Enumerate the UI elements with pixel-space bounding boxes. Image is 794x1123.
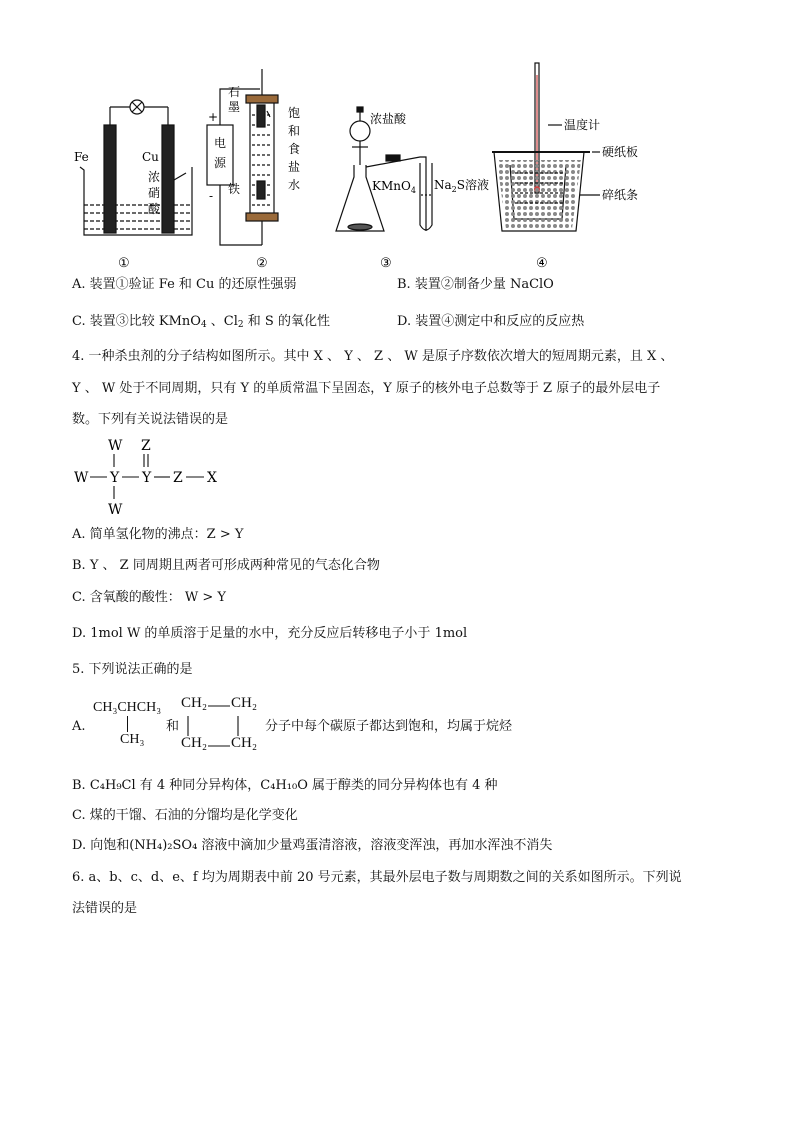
atom-w-left: W [74, 470, 89, 486]
q4-stem-line1: 4. 一种杀虫剂的分子结构如图所示。其中 X 、 Y 、 Z 、 W 是原子序数依次增大的短周期元素，且 X 、 [72, 349, 674, 364]
q3-option-b: B. 装置②制备少量 NaClO [397, 277, 554, 292]
q4-structure-diagram [70, 434, 230, 520]
q4-stem-line2: Y 、 W 处于不同周期，只有 Y 的单质常温下呈固态，Y 原子的核外电子总数等于 Z 原子的最外层电子 [72, 381, 661, 396]
atom-w-bottom: W [108, 502, 123, 518]
brine-label-5: 水 [288, 178, 301, 192]
cu-label: Cu [142, 150, 159, 164]
kmno4-label: KMnO$_4$ [372, 179, 416, 195]
q4-option-a: A. 简单氢化物的沸点：Z > Y [72, 527, 244, 542]
q3-c-part3: 和 S 的氧化性 [243, 314, 330, 329]
iron-label: 铁 [228, 182, 241, 196]
acid-label-3: 酸 [148, 202, 161, 216]
brine-label-4: 盐 [288, 160, 301, 174]
q6-stem-line2: 法错误的是 [72, 901, 138, 916]
atom-w-top: W [108, 438, 123, 454]
isobutane-bond [127, 716, 128, 732]
brine-label-1: 饱 [288, 106, 301, 120]
q3-c-part2: 、Cl [206, 314, 238, 329]
atom-y1: Y [110, 470, 120, 486]
q5-option-a-text: 分子中每个碳原子都达到饱和，均属于烷烃 [265, 719, 513, 734]
isobutane-top: CH₃CHCH₃ [93, 700, 162, 715]
q3-c-sub4: 4 [200, 320, 207, 330]
power-label-2: 源 [214, 156, 227, 170]
acid-label-2: 硝 [148, 186, 161, 200]
device-4-number: ④ [536, 256, 548, 271]
fe-label: Fe [74, 150, 89, 164]
q4-stem-line3: 数。下列有关说法错误的是 [72, 412, 229, 427]
na2s-label: $Na_2S$溶液 [434, 178, 489, 194]
ring-tl: CH₂ [181, 695, 208, 711]
atom-x: X [207, 470, 217, 486]
paper-label: 碎纸条 [602, 188, 639, 202]
q3-option-c [72, 313, 330, 334]
device-2-number: ② [256, 256, 268, 271]
and-word: 和 [166, 719, 180, 734]
board-label: 硬纸板 [602, 145, 639, 159]
q4-option-c: C. 含氧酸的酸性： W > Y [72, 590, 226, 605]
power-label-1: 电 [214, 136, 227, 150]
graphite-label-2: 墨 [228, 100, 241, 114]
isobutane-bottom: CH₃ [120, 732, 145, 747]
device-4 [492, 63, 600, 231]
brine-label-2: 和 [288, 124, 301, 138]
q4-option-b: B. Y 、 Z 同周期且两者可形成两种常见的气态化合物 [72, 558, 380, 573]
graphite-label-1: 石 [228, 85, 241, 99]
ring-bl: CH₂ [181, 735, 208, 751]
q3-c-sub2: 2 [237, 320, 244, 330]
q4-option-d: D. 1mol W 的单质溶于足量的水中，充分反应后转移电子小于 1mol [72, 626, 468, 641]
q3-option-a: A. 装置①验证 Fe 和 Cu 的还原性强弱 [72, 277, 297, 292]
hcl-label: 浓盐酸 [370, 112, 407, 126]
q6-stem-line1: 6. a、b、c、d、e、f 均为周期表中前 20 号元素，其最外层电子数与周期数之间的关系如图所示。下列说 [72, 870, 682, 885]
ring-bonds [180, 700, 270, 755]
minus-sign: - [209, 189, 214, 203]
atom-z: Z [173, 470, 183, 486]
atom-y2: Y [142, 470, 152, 486]
ring-br: CH₂ [231, 735, 258, 751]
q3-c-part1: C. 装置③比较 KMnO [72, 314, 201, 329]
ring-tr: CH₂ [231, 695, 258, 711]
plus-sign: + [208, 110, 219, 124]
device-1-number: ① [118, 256, 130, 271]
q5-option-b: B. C₄H₉Cl 有 4 种同分异构体，C₄H₁₀O 属于醇类的同分异构体也有 4 种 [72, 778, 498, 793]
q5-option-c: C. 煤的干馏、石油的分馏均是化学变化 [72, 808, 298, 823]
apparatus-figure [60, 55, 740, 275]
q3-option-d: D. 装置④测定中和反应的反应热 [397, 314, 585, 329]
q5-option-a-label: A. [72, 719, 86, 734]
acid-label-1: 浓 [148, 170, 161, 184]
thermo-label: 温度计 [564, 118, 601, 132]
q5-option-d: D. 向饱和(NH₄)₂SO₄ 溶液中滴加少量鸡蛋清溶液，溶液变浑浊，再加水浑浊不消失 [72, 838, 553, 853]
brine-label-3: 食 [288, 142, 301, 156]
atom-z-top: Z [141, 438, 151, 454]
device-1 [80, 100, 192, 235]
device-3-number: ③ [380, 256, 392, 271]
q5-stem: 5. 下列说法正确的是 [72, 662, 193, 677]
